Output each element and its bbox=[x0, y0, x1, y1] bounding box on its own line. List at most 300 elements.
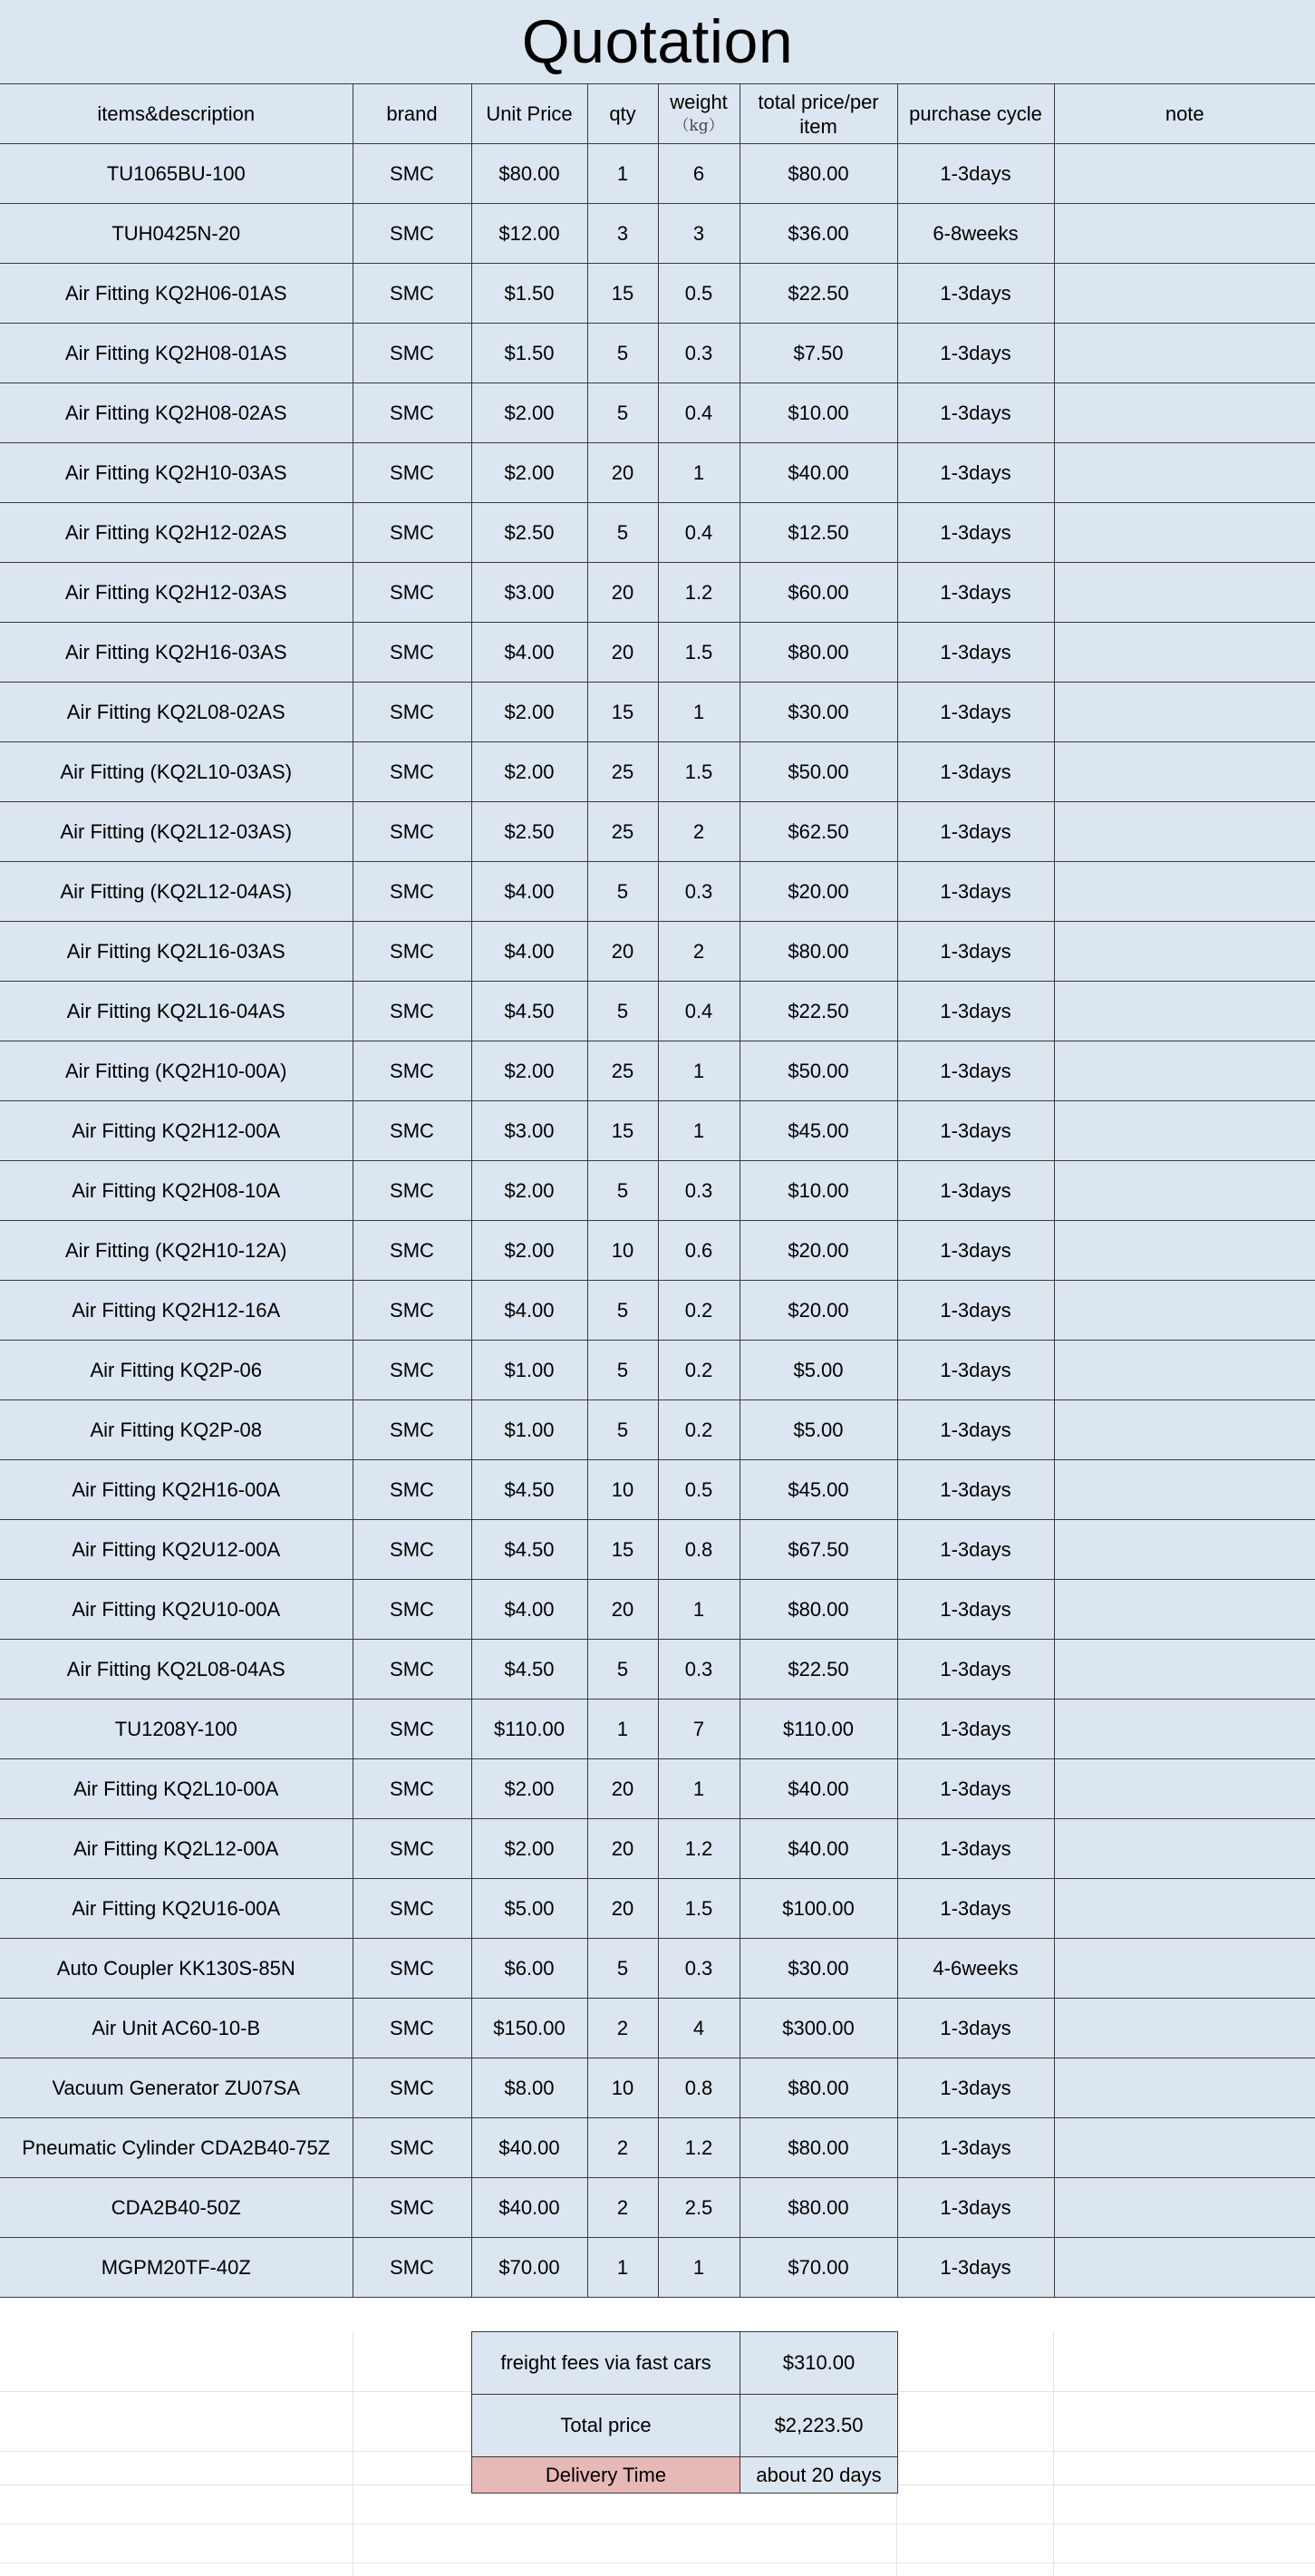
item-unit-price: $8.00 bbox=[471, 2058, 587, 2118]
item-brand: SMC bbox=[353, 1101, 471, 1161]
item-note bbox=[1054, 2178, 1315, 2238]
item-weight: 1.5 bbox=[658, 742, 740, 802]
item-note bbox=[1054, 324, 1315, 383]
item-qty: 5 bbox=[587, 1161, 658, 1221]
item-note bbox=[1054, 982, 1315, 1041]
item-total-price: $10.00 bbox=[740, 1161, 897, 1221]
item-brand: SMC bbox=[353, 683, 471, 742]
item-brand: SMC bbox=[353, 144, 471, 204]
item-weight: 0.2 bbox=[658, 1341, 740, 1400]
item-note bbox=[1054, 2058, 1315, 2118]
item-unit-price: $4.50 bbox=[471, 982, 587, 1041]
item-purchase-cycle: 1-3days bbox=[897, 2178, 1054, 2238]
table-row bbox=[0, 1580, 1315, 1640]
item-note bbox=[1054, 1819, 1315, 1879]
item-qty: 2 bbox=[587, 2118, 658, 2178]
item-qty: 20 bbox=[587, 922, 658, 982]
item-brand: SMC bbox=[353, 443, 471, 503]
header-brand: brand bbox=[353, 84, 471, 144]
item-purchase-cycle: 1-3days bbox=[897, 922, 1054, 982]
item-qty: 5 bbox=[587, 1341, 658, 1400]
item-qty: 1 bbox=[587, 2238, 658, 2298]
item-unit-price: $4.00 bbox=[471, 1281, 587, 1341]
item-weight: 2.5 bbox=[658, 2178, 740, 2238]
item-total-price: $22.50 bbox=[740, 264, 897, 324]
item-brand: SMC bbox=[353, 1580, 471, 1640]
item-weight: 1.2 bbox=[658, 563, 740, 623]
item-purchase-cycle: 1-3days bbox=[897, 324, 1054, 383]
item-description: Air Fitting KQ2U10-00A bbox=[0, 1580, 353, 1640]
item-qty: 5 bbox=[587, 383, 658, 443]
table-row bbox=[0, 1939, 1315, 1999]
item-qty: 10 bbox=[587, 2058, 658, 2118]
total-label: Total price bbox=[472, 2395, 740, 2457]
item-note bbox=[1054, 1341, 1315, 1400]
item-unit-price: $40.00 bbox=[471, 2178, 587, 2238]
item-purchase-cycle: 1-3days bbox=[897, 1041, 1054, 1101]
item-total-price: $30.00 bbox=[740, 683, 897, 742]
item-note bbox=[1054, 443, 1315, 503]
item-weight: 4 bbox=[658, 1999, 740, 2058]
item-note bbox=[1054, 204, 1315, 264]
total-value: $2,223.50 bbox=[740, 2395, 898, 2457]
item-qty: 25 bbox=[587, 742, 658, 802]
item-note bbox=[1054, 1700, 1315, 1759]
item-brand: SMC bbox=[353, 1041, 471, 1101]
item-weight: 1 bbox=[658, 1580, 740, 1640]
table-row bbox=[0, 1221, 1315, 1281]
item-brand: SMC bbox=[353, 1400, 471, 1460]
item-description: Air Fitting KQ2L12-00A bbox=[0, 1819, 353, 1879]
item-description: Air Fitting KQ2P-08 bbox=[0, 1400, 353, 1460]
item-note bbox=[1054, 1460, 1315, 1520]
item-unit-price: $4.00 bbox=[471, 1580, 587, 1640]
item-qty: 5 bbox=[587, 982, 658, 1041]
item-brand: SMC bbox=[353, 1520, 471, 1580]
item-qty: 5 bbox=[587, 324, 658, 383]
item-brand: SMC bbox=[353, 1999, 471, 2058]
delivery-row bbox=[472, 2457, 898, 2494]
item-unit-price: $2.00 bbox=[471, 443, 587, 503]
table-row bbox=[0, 683, 1315, 742]
table-row bbox=[0, 443, 1315, 503]
item-weight: 0.4 bbox=[658, 503, 740, 563]
item-description: Air Fitting KQ2H08-10A bbox=[0, 1161, 353, 1221]
header-weight-unit: （kg） bbox=[673, 116, 724, 135]
item-qty: 5 bbox=[587, 1939, 658, 1999]
item-qty: 20 bbox=[587, 623, 658, 683]
item-description: Air Fitting (KQ2L12-04AS) bbox=[0, 862, 353, 922]
table-row bbox=[0, 1520, 1315, 1580]
item-total-price: $80.00 bbox=[740, 2178, 897, 2238]
table-row bbox=[0, 1281, 1315, 1341]
item-weight: 0.4 bbox=[658, 982, 740, 1041]
item-brand: SMC bbox=[353, 1221, 471, 1281]
total-row bbox=[472, 2395, 898, 2457]
item-description: Air Fitting KQ2H12-00A bbox=[0, 1101, 353, 1161]
item-purchase-cycle: 1-3days bbox=[897, 503, 1054, 563]
item-description: Air Fitting KQ2L08-04AS bbox=[0, 1640, 353, 1700]
table-row bbox=[0, 1041, 1315, 1101]
table-row bbox=[0, 563, 1315, 623]
item-total-price: $20.00 bbox=[740, 1281, 897, 1341]
item-unit-price: $70.00 bbox=[471, 2238, 587, 2298]
item-unit-price: $2.00 bbox=[471, 1819, 587, 1879]
item-brand: SMC bbox=[353, 2058, 471, 2118]
item-purchase-cycle: 1-3days bbox=[897, 1460, 1054, 1520]
summary-table bbox=[471, 2331, 898, 2494]
item-weight: 0.3 bbox=[658, 324, 740, 383]
item-total-price: $80.00 bbox=[740, 623, 897, 683]
item-brand: SMC bbox=[353, 1281, 471, 1341]
item-brand: SMC bbox=[353, 802, 471, 862]
item-purchase-cycle: 1-3days bbox=[897, 2058, 1054, 2118]
item-unit-price: $4.50 bbox=[471, 1520, 587, 1580]
delivery-value: about 20 days bbox=[740, 2457, 898, 2494]
table-row bbox=[0, 982, 1315, 1041]
item-total-price: $20.00 bbox=[740, 1221, 897, 1281]
item-brand: SMC bbox=[353, 503, 471, 563]
item-purchase-cycle: 1-3days bbox=[897, 563, 1054, 623]
item-qty: 1 bbox=[587, 144, 658, 204]
item-qty: 20 bbox=[587, 1580, 658, 1640]
freight-row bbox=[472, 2332, 898, 2395]
item-weight: 1 bbox=[658, 1101, 740, 1161]
item-brand: SMC bbox=[353, 982, 471, 1041]
item-description: Air Fitting KQ2H08-02AS bbox=[0, 383, 353, 443]
table-row bbox=[0, 144, 1315, 204]
item-note bbox=[1054, 1101, 1315, 1161]
item-unit-price: $6.00 bbox=[471, 1939, 587, 1999]
item-description: Air Fitting KQ2L16-04AS bbox=[0, 982, 353, 1041]
item-brand: SMC bbox=[353, 742, 471, 802]
table-row bbox=[0, 383, 1315, 443]
item-description: Auto Coupler KK130S-85N bbox=[0, 1939, 353, 1999]
table-row bbox=[0, 1101, 1315, 1161]
item-weight: 0.6 bbox=[658, 1221, 740, 1281]
item-description: Air Fitting (KQ2H10-00A) bbox=[0, 1041, 353, 1101]
header-items: items&description bbox=[0, 84, 353, 144]
item-total-price: $60.00 bbox=[740, 563, 897, 623]
item-brand: SMC bbox=[353, 1759, 471, 1819]
item-note bbox=[1054, 144, 1315, 204]
header-qty: qty bbox=[587, 84, 658, 144]
header-purchase-cycle: purchase cycle bbox=[897, 84, 1054, 144]
item-weight: 1 bbox=[658, 443, 740, 503]
item-qty: 5 bbox=[587, 862, 658, 922]
item-weight: 1 bbox=[658, 683, 740, 742]
item-qty: 5 bbox=[587, 1400, 658, 1460]
table-body bbox=[0, 144, 1315, 2298]
item-weight: 0.5 bbox=[658, 264, 740, 324]
table-row bbox=[0, 503, 1315, 563]
item-brand: SMC bbox=[353, 2178, 471, 2238]
item-purchase-cycle: 4-6weeks bbox=[897, 1939, 1054, 1999]
item-purchase-cycle: 1-3days bbox=[897, 1700, 1054, 1759]
item-total-price: $22.50 bbox=[740, 1640, 897, 1700]
item-brand: SMC bbox=[353, 922, 471, 982]
item-total-price: $50.00 bbox=[740, 1041, 897, 1101]
item-weight: 0.3 bbox=[658, 1939, 740, 1999]
item-qty: 1 bbox=[587, 1700, 658, 1759]
table-row bbox=[0, 1640, 1315, 1700]
item-unit-price: $2.00 bbox=[471, 383, 587, 443]
delivery-label: Delivery Time bbox=[472, 2457, 740, 2494]
item-purchase-cycle: 1-3days bbox=[897, 1759, 1054, 1819]
item-purchase-cycle: 1-3days bbox=[897, 982, 1054, 1041]
table-row bbox=[0, 2118, 1315, 2178]
item-qty: 5 bbox=[587, 1640, 658, 1700]
table-row bbox=[0, 2058, 1315, 2118]
item-unit-price: $2.00 bbox=[471, 1221, 587, 1281]
item-weight: 2 bbox=[658, 922, 740, 982]
item-note bbox=[1054, 2118, 1315, 2178]
item-purchase-cycle: 6-8weeks bbox=[897, 204, 1054, 264]
item-total-price: $70.00 bbox=[740, 2238, 897, 2298]
item-weight: 0.2 bbox=[658, 1400, 740, 1460]
item-note bbox=[1054, 1640, 1315, 1700]
table-row bbox=[0, 1400, 1315, 1460]
item-total-price: $62.50 bbox=[740, 802, 897, 862]
item-purchase-cycle: 1-3days bbox=[897, 1281, 1054, 1341]
item-brand: SMC bbox=[353, 1819, 471, 1879]
item-total-price: $80.00 bbox=[740, 1580, 897, 1640]
item-weight: 0.3 bbox=[658, 1161, 740, 1221]
item-unit-price: $1.00 bbox=[471, 1400, 587, 1460]
item-brand: SMC bbox=[353, 623, 471, 683]
item-weight: 1.2 bbox=[658, 2118, 740, 2178]
item-brand: SMC bbox=[353, 264, 471, 324]
item-description: Air Fitting KQ2L10-00A bbox=[0, 1759, 353, 1819]
item-note bbox=[1054, 1281, 1315, 1341]
table-row bbox=[0, 324, 1315, 383]
item-description: Air Fitting KQ2H16-00A bbox=[0, 1460, 353, 1520]
item-qty: 20 bbox=[587, 563, 658, 623]
item-total-price: $20.00 bbox=[740, 862, 897, 922]
item-note bbox=[1054, 1221, 1315, 1281]
item-weight: 0.3 bbox=[658, 1640, 740, 1700]
item-unit-price: $4.50 bbox=[471, 1460, 587, 1520]
item-qty: 10 bbox=[587, 1460, 658, 1520]
item-brand: SMC bbox=[353, 1460, 471, 1520]
item-note bbox=[1054, 1520, 1315, 1580]
header-unit-price: Unit Price bbox=[471, 84, 587, 144]
item-unit-price: $5.00 bbox=[471, 1879, 587, 1939]
item-description: Air Fitting KQ2H06-01AS bbox=[0, 264, 353, 324]
item-brand: SMC bbox=[353, 1700, 471, 1759]
item-weight: 2 bbox=[658, 802, 740, 862]
item-total-price: $45.00 bbox=[740, 1460, 897, 1520]
table-row bbox=[0, 264, 1315, 324]
item-weight: 0.5 bbox=[658, 1460, 740, 1520]
item-unit-price: $2.00 bbox=[471, 1041, 587, 1101]
item-weight: 6 bbox=[658, 144, 740, 204]
item-note bbox=[1054, 1759, 1315, 1819]
item-note bbox=[1054, 862, 1315, 922]
item-total-price: $5.00 bbox=[740, 1400, 897, 1460]
item-description: Air Fitting KQ2H12-16A bbox=[0, 1281, 353, 1341]
item-purchase-cycle: 1-3days bbox=[897, 862, 1054, 922]
item-qty: 15 bbox=[587, 264, 658, 324]
item-description: Air Fitting KQ2H12-03AS bbox=[0, 563, 353, 623]
item-note bbox=[1054, 1400, 1315, 1460]
item-brand: SMC bbox=[353, 2118, 471, 2178]
item-note bbox=[1054, 1161, 1315, 1221]
item-description: Air Fitting KQ2H10-03AS bbox=[0, 443, 353, 503]
item-purchase-cycle: 1-3days bbox=[897, 2118, 1054, 2178]
item-weight: 1.5 bbox=[658, 1879, 740, 1939]
item-total-price: $80.00 bbox=[740, 922, 897, 982]
item-note bbox=[1054, 922, 1315, 982]
item-description: Air Fitting KQ2U16-00A bbox=[0, 1879, 353, 1939]
item-brand: SMC bbox=[353, 563, 471, 623]
item-weight: 0.4 bbox=[658, 383, 740, 443]
item-total-price: $80.00 bbox=[740, 2118, 897, 2178]
item-unit-price: $1.50 bbox=[471, 324, 587, 383]
item-unit-price: $2.00 bbox=[471, 683, 587, 742]
item-purchase-cycle: 1-3days bbox=[897, 144, 1054, 204]
item-qty: 25 bbox=[587, 1041, 658, 1101]
item-description: Air Fitting (KQ2H10-12A) bbox=[0, 1221, 353, 1281]
item-description: Air Fitting (KQ2L10-03AS) bbox=[0, 742, 353, 802]
item-purchase-cycle: 1-3days bbox=[897, 623, 1054, 683]
header-weight bbox=[658, 84, 740, 144]
table-row bbox=[0, 742, 1315, 802]
item-total-price: $100.00 bbox=[740, 1879, 897, 1939]
item-qty: 20 bbox=[587, 1759, 658, 1819]
item-weight: 7 bbox=[658, 1700, 740, 1759]
item-unit-price: $3.00 bbox=[471, 563, 587, 623]
item-purchase-cycle: 1-3days bbox=[897, 802, 1054, 862]
item-description: Pneumatic Cylinder CDA2B40-75Z bbox=[0, 2118, 353, 2178]
table-row bbox=[0, 1460, 1315, 1520]
item-description: Air Fitting KQ2L08-02AS bbox=[0, 683, 353, 742]
item-unit-price: $4.00 bbox=[471, 922, 587, 982]
item-note bbox=[1054, 2238, 1315, 2298]
item-purchase-cycle: 1-3days bbox=[897, 1879, 1054, 1939]
item-purchase-cycle: 1-3days bbox=[897, 683, 1054, 742]
item-weight: 3 bbox=[658, 204, 740, 264]
item-note bbox=[1054, 1041, 1315, 1101]
item-total-price: $45.00 bbox=[740, 1101, 897, 1161]
item-description: TU1065BU-100 bbox=[0, 144, 353, 204]
item-note bbox=[1054, 623, 1315, 683]
item-weight: 0.3 bbox=[658, 862, 740, 922]
table-row bbox=[0, 1879, 1315, 1939]
item-purchase-cycle: 1-3days bbox=[897, 2238, 1054, 2298]
item-note bbox=[1054, 563, 1315, 623]
item-unit-price: $3.00 bbox=[471, 1101, 587, 1161]
item-description: Air Fitting KQ2H08-01AS bbox=[0, 324, 353, 383]
item-total-price: $22.50 bbox=[740, 982, 897, 1041]
item-qty: 15 bbox=[587, 683, 658, 742]
item-purchase-cycle: 1-3days bbox=[897, 1819, 1054, 1879]
item-qty: 20 bbox=[587, 1819, 658, 1879]
table-row bbox=[0, 1161, 1315, 1221]
item-purchase-cycle: 1-3days bbox=[897, 1580, 1054, 1640]
item-purchase-cycle: 1-3days bbox=[897, 383, 1054, 443]
item-weight: 1 bbox=[658, 1041, 740, 1101]
header-total-price: total price/per item bbox=[740, 84, 897, 144]
item-weight: 0.8 bbox=[658, 1520, 740, 1580]
item-total-price: $67.50 bbox=[740, 1520, 897, 1580]
item-total-price: $80.00 bbox=[740, 144, 897, 204]
item-brand: SMC bbox=[353, 1161, 471, 1221]
item-description: Vacuum Generator ZU07SA bbox=[0, 2058, 353, 2118]
table-row bbox=[0, 1341, 1315, 1400]
table-row bbox=[0, 204, 1315, 264]
item-total-price: $80.00 bbox=[740, 2058, 897, 2118]
item-purchase-cycle: 1-3days bbox=[897, 1341, 1054, 1400]
item-brand: SMC bbox=[353, 1640, 471, 1700]
item-note bbox=[1054, 503, 1315, 563]
table-row bbox=[0, 1759, 1315, 1819]
item-description: Air Fitting KQ2P-06 bbox=[0, 1341, 353, 1400]
item-unit-price: $80.00 bbox=[471, 144, 587, 204]
item-brand: SMC bbox=[353, 862, 471, 922]
item-brand: SMC bbox=[353, 324, 471, 383]
item-note bbox=[1054, 264, 1315, 324]
item-qty: 20 bbox=[587, 1879, 658, 1939]
item-unit-price: $2.00 bbox=[471, 1161, 587, 1221]
item-weight: 1 bbox=[658, 1759, 740, 1819]
table-row bbox=[0, 1999, 1315, 2058]
table-row bbox=[0, 1700, 1315, 1759]
freight-label: freight fees via fast cars bbox=[472, 2332, 740, 2395]
item-description: TUH0425N-20 bbox=[0, 204, 353, 264]
item-qty: 2 bbox=[587, 1999, 658, 2058]
item-qty: 5 bbox=[587, 503, 658, 563]
page-title: Quotation bbox=[0, 0, 1315, 83]
item-note bbox=[1054, 383, 1315, 443]
item-unit-price: $1.00 bbox=[471, 1341, 587, 1400]
item-description: Air Fitting KQ2H12-02AS bbox=[0, 503, 353, 563]
quotation-table bbox=[0, 83, 1315, 2298]
item-note bbox=[1054, 802, 1315, 862]
item-note bbox=[1054, 742, 1315, 802]
item-purchase-cycle: 1-3days bbox=[897, 1520, 1054, 1580]
item-description: Air Fitting KQ2H16-03AS bbox=[0, 623, 353, 683]
item-total-price: $10.00 bbox=[740, 383, 897, 443]
header-row bbox=[0, 84, 1315, 144]
item-description: CDA2B40-50Z bbox=[0, 2178, 353, 2238]
item-weight: 1.2 bbox=[658, 1819, 740, 1879]
item-unit-price: $4.00 bbox=[471, 623, 587, 683]
table-row bbox=[0, 2238, 1315, 2298]
item-brand: SMC bbox=[353, 1879, 471, 1939]
table-row bbox=[0, 1819, 1315, 1879]
item-total-price: $30.00 bbox=[740, 1939, 897, 1999]
item-total-price: $36.00 bbox=[740, 204, 897, 264]
item-qty: 15 bbox=[587, 1520, 658, 1580]
item-total-price: $40.00 bbox=[740, 443, 897, 503]
item-description: Air Fitting (KQ2L12-03AS) bbox=[0, 802, 353, 862]
item-purchase-cycle: 1-3days bbox=[897, 1101, 1054, 1161]
item-note bbox=[1054, 1580, 1315, 1640]
item-total-price: $40.00 bbox=[740, 1819, 897, 1879]
item-description: Air Fitting KQ2U12-00A bbox=[0, 1520, 353, 1580]
item-description: Air Unit AC60-10-B bbox=[0, 1999, 353, 2058]
item-note bbox=[1054, 1879, 1315, 1939]
item-qty: 2 bbox=[587, 2178, 658, 2238]
item-purchase-cycle: 1-3days bbox=[897, 742, 1054, 802]
item-purchase-cycle: 1-3days bbox=[897, 443, 1054, 503]
item-unit-price: $40.00 bbox=[471, 2118, 587, 2178]
item-total-price: $50.00 bbox=[740, 742, 897, 802]
item-qty: 5 bbox=[587, 1281, 658, 1341]
item-qty: 10 bbox=[587, 1221, 658, 1281]
header-weight-label: weight bbox=[670, 90, 728, 113]
